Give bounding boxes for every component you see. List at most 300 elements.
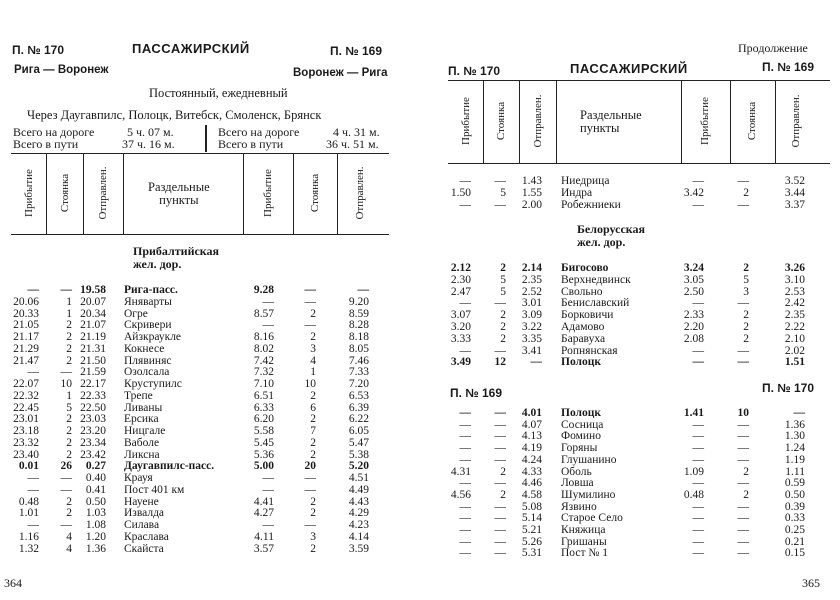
mid-train-number-b: П. № 170 — [762, 381, 815, 395]
run-a-label: Всего в пути — [13, 137, 79, 151]
departure-time-b: 2.10 — [784, 332, 805, 345]
run-b-label: Всего в пути — [218, 137, 284, 151]
train-number-a: П. № 170 — [12, 43, 65, 57]
departure-time-b: 8.18 — [348, 331, 369, 343]
arrival-time-b: — — [262, 519, 274, 531]
departure-time-b: 2.02 — [784, 344, 805, 357]
station-name: Бениславский — [561, 297, 630, 310]
departure-time-b: 1.11 — [785, 465, 805, 478]
departure-time: 21.07 — [80, 319, 106, 332]
arrival-time-b: — — [692, 175, 704, 187]
timetable-row — [0, 390, 412, 402]
stop-minutes-b: — — [304, 284, 316, 296]
stop-minutes-b: — — [737, 297, 749, 310]
departure-time-b: 4.51 — [348, 472, 369, 484]
stop-minutes: — — [494, 297, 506, 310]
station-name: Силава — [124, 519, 160, 531]
arrival-time: 1.16 — [18, 530, 39, 543]
arrival-time-b: 6.51 — [253, 389, 274, 402]
stop-minutes-b: — — [737, 477, 749, 490]
station-name: Ловша — [561, 477, 594, 490]
stop-minutes: 4 — [66, 542, 72, 555]
timetable-row — [0, 472, 412, 484]
departure-time: 23.03 — [80, 413, 106, 426]
stop-minutes: — — [494, 453, 506, 466]
arrival-time: 1.32 — [18, 542, 39, 555]
arrival-time-b: 7.10 — [253, 378, 274, 390]
stop-minutes-b: — — [304, 319, 316, 332]
arrival-time-b: — — [692, 199, 704, 211]
station-name: Скайста — [124, 542, 164, 555]
col-divider — [681, 80, 682, 163]
arrival-time: 20.33 — [13, 307, 39, 320]
stop-minutes-b: 10 — [304, 378, 316, 390]
departure-time-b: 0.21 — [784, 535, 805, 548]
timetable-row — [428, 356, 840, 368]
arrival-time: 22.07 — [13, 378, 39, 390]
stop-minutes-b: 2 — [743, 321, 749, 333]
arrival-time: 1.01 — [18, 507, 39, 520]
station-name: Кокнесе — [124, 342, 165, 355]
arrival-time: — — [27, 472, 39, 484]
stop-minutes-b: 3 — [310, 530, 316, 543]
col-divider — [337, 153, 338, 234]
departure-time-b: 4.43 — [348, 495, 369, 508]
page-number: 365 — [802, 576, 820, 590]
stop-minutes-b: 2 — [310, 389, 316, 402]
stop-minutes-b: 7 — [310, 425, 316, 437]
train-number-b: П. № 169 — [330, 44, 383, 58]
departure-time: 0.50 — [85, 495, 106, 508]
timetable-row — [428, 407, 840, 419]
departure-time-b: 8.05 — [348, 342, 369, 355]
stop-minutes-b: — — [737, 547, 749, 560]
timetable-row — [428, 321, 840, 333]
header-points: Раздельные пункты — [580, 108, 642, 135]
arrival-time-b: — — [692, 356, 704, 369]
departure-time: 4.33 — [521, 465, 542, 478]
departure-time: 3.41 — [521, 344, 542, 357]
timetable-row — [0, 366, 412, 378]
departure-time: 2.52 — [521, 285, 542, 298]
stop-minutes: 2 — [66, 448, 72, 461]
arrival-time: 21.05 — [13, 319, 39, 332]
stop-minutes: — — [60, 483, 72, 496]
header-departure: Отправлен. — [97, 166, 109, 220]
stop-minutes-b: 2 — [743, 262, 749, 274]
arrival-time-b: — — [692, 430, 704, 443]
stop-minutes-b: 5 — [743, 273, 749, 286]
stop-minutes: — — [494, 442, 506, 455]
departure-time-b: 0.15 — [784, 547, 805, 560]
arrival-time-b: 8.02 — [253, 342, 274, 355]
arrival-time: 23.40 — [13, 448, 39, 461]
departure-time-b: 1.36 — [784, 418, 805, 431]
departure-time: 23.42 — [80, 448, 106, 461]
arrival-time-b: 2.50 — [683, 285, 704, 298]
timetable-row — [0, 484, 412, 496]
departure-time-b: 9.20 — [348, 295, 369, 308]
arrival-time: 1.50 — [450, 187, 471, 199]
departure-time: 23.20 — [80, 425, 106, 437]
arrival-time-b: 4.27 — [253, 507, 274, 520]
station-name: Ливаны — [124, 401, 163, 414]
departure-time: 1.20 — [85, 530, 106, 543]
stop-minutes: 2 — [66, 319, 72, 332]
departure-time: 0.41 — [85, 483, 106, 496]
arrival-time: 23.32 — [13, 436, 39, 449]
timetable-row — [428, 333, 840, 345]
arrival-time: — — [459, 175, 471, 187]
departure-time-b: 0.25 — [784, 524, 805, 536]
train-number-b: П. № 169 — [762, 60, 815, 74]
departure-time: 4.07 — [521, 418, 542, 431]
stop-minutes-b: — — [737, 524, 749, 536]
stop-minutes: 2 — [66, 425, 72, 437]
arrival-time-b: 3.42 — [683, 187, 704, 199]
arrival-time: 21.47 — [13, 354, 39, 367]
departure-time-b: 3.52 — [784, 175, 805, 187]
stop-minutes: 2 — [66, 342, 72, 355]
station-name: Оболь — [561, 465, 592, 478]
run-a-value: 37 ч. 16 м. — [122, 137, 175, 151]
arrival-time-b: — — [692, 477, 704, 490]
station-name: Ропнянская — [561, 344, 618, 357]
col-divider — [556, 80, 557, 163]
station-name: Яняварты — [124, 295, 172, 308]
departure-time: 2.14 — [521, 262, 542, 274]
station-name: Горяны — [561, 442, 598, 455]
arrival-time: 23.01 — [13, 413, 39, 426]
arrival-time-b: 2.33 — [683, 309, 704, 322]
stop-minutes: 2 — [66, 507, 72, 520]
departure-time: 22.33 — [80, 389, 106, 402]
stop-minutes: — — [60, 366, 72, 379]
total-b-value: 4 ч. 31 м. — [333, 125, 380, 139]
station-name: Крауя — [124, 472, 153, 484]
stop-minutes-b: — — [304, 519, 316, 531]
stop-minutes-b: 2 — [743, 309, 749, 322]
header-bottom-rule — [448, 163, 830, 164]
departure-time-b: 5.20 — [348, 460, 369, 473]
departure-time: 4.46 — [521, 477, 542, 490]
stop-minutes: 5 — [500, 285, 506, 298]
arrival-time-b: — — [692, 344, 704, 357]
arrival-time: — — [459, 430, 471, 443]
stop-minutes-b: — — [304, 472, 316, 484]
arrival-time-b: 5.58 — [253, 425, 274, 437]
header-arrival-b: Прибытие — [699, 97, 711, 145]
stop-minutes: — — [494, 477, 506, 490]
stop-minutes: — — [494, 407, 506, 419]
arrival-time: — — [27, 284, 39, 296]
station-name: Язвино — [561, 500, 597, 513]
departure-time-b: 1.19 — [784, 453, 805, 466]
departure-time-b: 0.39 — [784, 500, 805, 513]
station-name: Ликсна — [124, 448, 160, 461]
departure-time-b: 8.59 — [348, 307, 369, 320]
departure-time: 3.01 — [521, 297, 542, 310]
station-name: Шумилино — [561, 488, 616, 501]
departure-time: 4.24 — [521, 453, 542, 466]
departure-time-b: 7.46 — [348, 354, 369, 367]
via-text: Через Даугавпилс, Полоцк, Витебск, Смоленск, Брянск — [27, 108, 322, 122]
station-name: Озолсала — [124, 366, 170, 379]
stop-minutes-b: 2 — [743, 332, 749, 345]
total-a-label: Всего на дороге — [13, 125, 95, 139]
station-name: Бигосово — [561, 262, 609, 274]
departure-time: 21.31 — [80, 342, 106, 355]
station-name: Науене — [124, 495, 159, 508]
frequency: Постоянный, ежедневный — [149, 86, 288, 100]
arrival-time-b: 1.09 — [683, 465, 704, 478]
stop-minutes-b: 2 — [743, 488, 749, 501]
arrival-time-b: 1.41 — [683, 407, 704, 419]
timetable-row — [428, 199, 840, 211]
stop-minutes-b: — — [737, 453, 749, 466]
arrival-time: — — [459, 407, 471, 419]
departure-time: 5.14 — [521, 512, 542, 525]
station-name: Круступилс — [124, 378, 182, 390]
station-name: Робежниеки — [561, 199, 621, 211]
arrival-time: 2.30 — [450, 273, 471, 286]
departure-time-b: 3.37 — [784, 199, 805, 211]
timetable-row — [428, 489, 840, 501]
arrival-time-b: 8.57 — [253, 307, 274, 320]
station-name: Ниедрица — [561, 175, 610, 187]
col-divider — [83, 153, 84, 234]
header-stop-b: Стоянка — [309, 173, 321, 213]
timetable-row — [428, 477, 840, 489]
departure-time: 4.13 — [521, 430, 542, 443]
station-name: Даугавпилс-пасс. — [124, 460, 215, 473]
arrival-time: — — [459, 418, 471, 431]
stop-minutes: — — [60, 472, 72, 484]
arrival-time: — — [459, 442, 471, 455]
stop-minutes-b: — — [737, 442, 749, 455]
timetable-row — [0, 543, 412, 555]
stop-minutes-b: 2 — [310, 507, 316, 520]
station-name: Айзкраукле — [124, 331, 182, 343]
arrival-time-b: — — [692, 442, 704, 455]
col-divider — [293, 153, 294, 234]
stop-minutes: — — [494, 500, 506, 513]
arrival-time-b: 6.33 — [253, 401, 274, 414]
station-name: Ницгале — [124, 425, 166, 437]
arrival-time-b: — — [262, 472, 274, 484]
departure-time-b: 0.50 — [784, 488, 805, 501]
col-divider — [46, 153, 47, 234]
departure-time-b: 5.38 — [348, 448, 369, 461]
departure-time: 21.50 — [80, 354, 106, 367]
timetable-row — [0, 413, 412, 425]
arrival-time-b: 7.42 — [253, 354, 274, 367]
departure-time: 23.34 — [80, 436, 106, 449]
stop-minutes: — — [494, 344, 506, 357]
departure-time: 3.09 — [521, 309, 542, 322]
arrival-time: 2.12 — [450, 262, 471, 274]
stop-minutes: 2 — [500, 262, 506, 274]
timetable-row — [428, 286, 840, 298]
departure-time: 4.01 — [521, 407, 542, 419]
stop-minutes-b: 2 — [310, 542, 316, 555]
timetable-row — [428, 547, 840, 559]
header-stop: Стоянка — [59, 173, 71, 213]
timetable-row — [428, 524, 840, 536]
departure-time-b: 2.42 — [784, 297, 805, 310]
arrival-time: — — [27, 519, 39, 531]
stop-minutes-b: 2 — [310, 331, 316, 343]
station-name: Пост 401 км — [124, 483, 185, 496]
station-name: Фомино — [561, 430, 601, 443]
station-name: Борковичи — [561, 309, 614, 322]
departure-time-b: 6.53 — [348, 389, 369, 402]
left-page — [0, 0, 412, 600]
arrival-time: — — [459, 453, 471, 466]
arrival-time: — — [459, 547, 471, 560]
departure-time-b: 4.49 — [348, 483, 369, 496]
arrival-time: 3.49 — [450, 356, 471, 369]
station-name: Огре — [124, 307, 148, 320]
timetable-row — [428, 262, 840, 274]
stop-minutes-b: 1 — [310, 366, 316, 379]
header-arrival: Прибытие — [23, 169, 35, 217]
departure-time-b: — — [357, 284, 369, 296]
departure-time: 3.22 — [521, 321, 542, 333]
departure-time-b: 1.24 — [784, 442, 805, 455]
stop-minutes-b: 2 — [310, 436, 316, 449]
arrival-time: 0.48 — [18, 495, 39, 508]
stop-minutes-b: 2 — [310, 448, 316, 461]
route-a: Рига — Воронеж — [14, 64, 109, 76]
station-name: Гришаны — [561, 535, 607, 548]
timetable-row — [428, 512, 840, 524]
timetable-row — [0, 355, 412, 367]
station-name: Сосница — [561, 418, 604, 431]
arrival-time: — — [459, 199, 471, 211]
timetable-row — [428, 274, 840, 286]
stop-minutes: 5 — [66, 401, 72, 414]
station-name: Княжица — [561, 524, 606, 536]
station-name: Полоцк — [561, 356, 601, 369]
timetable-row — [0, 319, 412, 331]
train-number-a: П. № 170 — [448, 64, 501, 78]
arrival-time: — — [459, 524, 471, 536]
timetable-row — [0, 284, 412, 296]
arrival-time-b: 6.20 — [253, 413, 274, 426]
timetable-row — [428, 430, 840, 442]
arrival-time-b: 3.24 — [683, 262, 704, 274]
arrival-time: 21.17 — [13, 331, 39, 343]
stop-minutes-b: 4 — [310, 354, 316, 367]
arrival-time-b: — — [262, 295, 274, 308]
station-name: Ваболе — [124, 436, 160, 449]
header-departure-b: Отправлен. — [354, 166, 366, 220]
departure-time: 21.19 — [80, 331, 106, 343]
col-divider — [519, 80, 520, 163]
stop-minutes-b: 2 — [310, 495, 316, 508]
station-name: Краслава — [124, 530, 169, 543]
arrival-time-b: 3.57 — [253, 542, 274, 555]
stop-minutes: — — [494, 547, 506, 560]
stop-minutes: 12 — [494, 356, 506, 369]
departure-time: 20.07 — [80, 295, 106, 308]
departure-time: 22.17 — [80, 378, 106, 390]
stop-minutes: 2 — [500, 321, 506, 333]
stop-minutes-b: 3 — [743, 285, 749, 298]
arrival-time: 23.18 — [13, 425, 39, 437]
timetable-row — [428, 419, 840, 431]
timetable-row — [0, 531, 412, 543]
departure-time: 4.58 — [521, 488, 542, 501]
arrival-time: 3.07 — [450, 309, 471, 322]
departure-time: 0.40 — [85, 472, 106, 484]
header-bottom-rule — [11, 234, 389, 235]
run-b-value: 36 ч. 51 м. — [326, 137, 379, 151]
departure-time-b: 6.05 — [348, 425, 369, 437]
arrival-time: 0.01 — [18, 460, 39, 473]
stop-minutes: 2 — [66, 413, 72, 426]
departure-time: 20.34 — [80, 307, 106, 320]
stop-minutes: 1 — [66, 307, 72, 320]
stop-minutes-b: 2 — [310, 413, 316, 426]
timetable-row — [0, 308, 412, 320]
stop-minutes-b: — — [737, 175, 749, 187]
stop-minutes: — — [494, 430, 506, 443]
departure-time: 19.58 — [80, 284, 106, 296]
stop-minutes: — — [60, 284, 72, 296]
timetable-row — [0, 402, 412, 414]
stop-minutes: — — [60, 519, 72, 531]
timetable-row — [0, 460, 412, 472]
arrival-time-b: — — [262, 319, 274, 332]
departure-time: 4.19 — [521, 442, 542, 455]
station-name: Полоцк — [561, 407, 601, 419]
timetable-row — [0, 343, 412, 355]
departure-time: 0.27 — [85, 460, 106, 473]
stop-minutes: — — [494, 199, 506, 211]
departure-time-b: 7.33 — [348, 366, 369, 379]
timetable-row — [0, 507, 412, 519]
continuation-label: Продолжение — [738, 41, 808, 55]
departure-time-b: 3.44 — [784, 187, 805, 199]
arrival-time-b: 4.11 — [254, 530, 274, 543]
arrival-time-b: 8.16 — [253, 331, 274, 343]
stop-minutes: — — [494, 418, 506, 431]
departure-time-b: 1.51 — [784, 356, 805, 369]
arrival-time-b: 3.05 — [683, 273, 704, 286]
total-b-label: Всего на дороге — [218, 125, 300, 139]
timetable-row — [428, 297, 840, 309]
col-divider — [243, 153, 244, 234]
timetable-row — [0, 331, 412, 343]
timetable-row — [0, 437, 412, 449]
timetable-row — [0, 449, 412, 461]
arrival-time-b: 5.00 — [253, 460, 274, 473]
stop-minutes: 5 — [500, 273, 506, 286]
header-departure: Отправлен. — [532, 94, 544, 148]
stop-minutes-b: — — [737, 344, 749, 357]
arrival-time-b: — — [692, 524, 704, 536]
departure-time: 3.35 — [521, 332, 542, 345]
station-name: Плявиняс — [124, 354, 172, 367]
timetable-row — [0, 496, 412, 508]
arrival-time: — — [459, 344, 471, 357]
stop-minutes: 2 — [500, 465, 506, 478]
arrival-time-b: 9.28 — [253, 284, 274, 296]
arrival-time: — — [27, 483, 39, 496]
station-name: Индра — [561, 187, 593, 199]
